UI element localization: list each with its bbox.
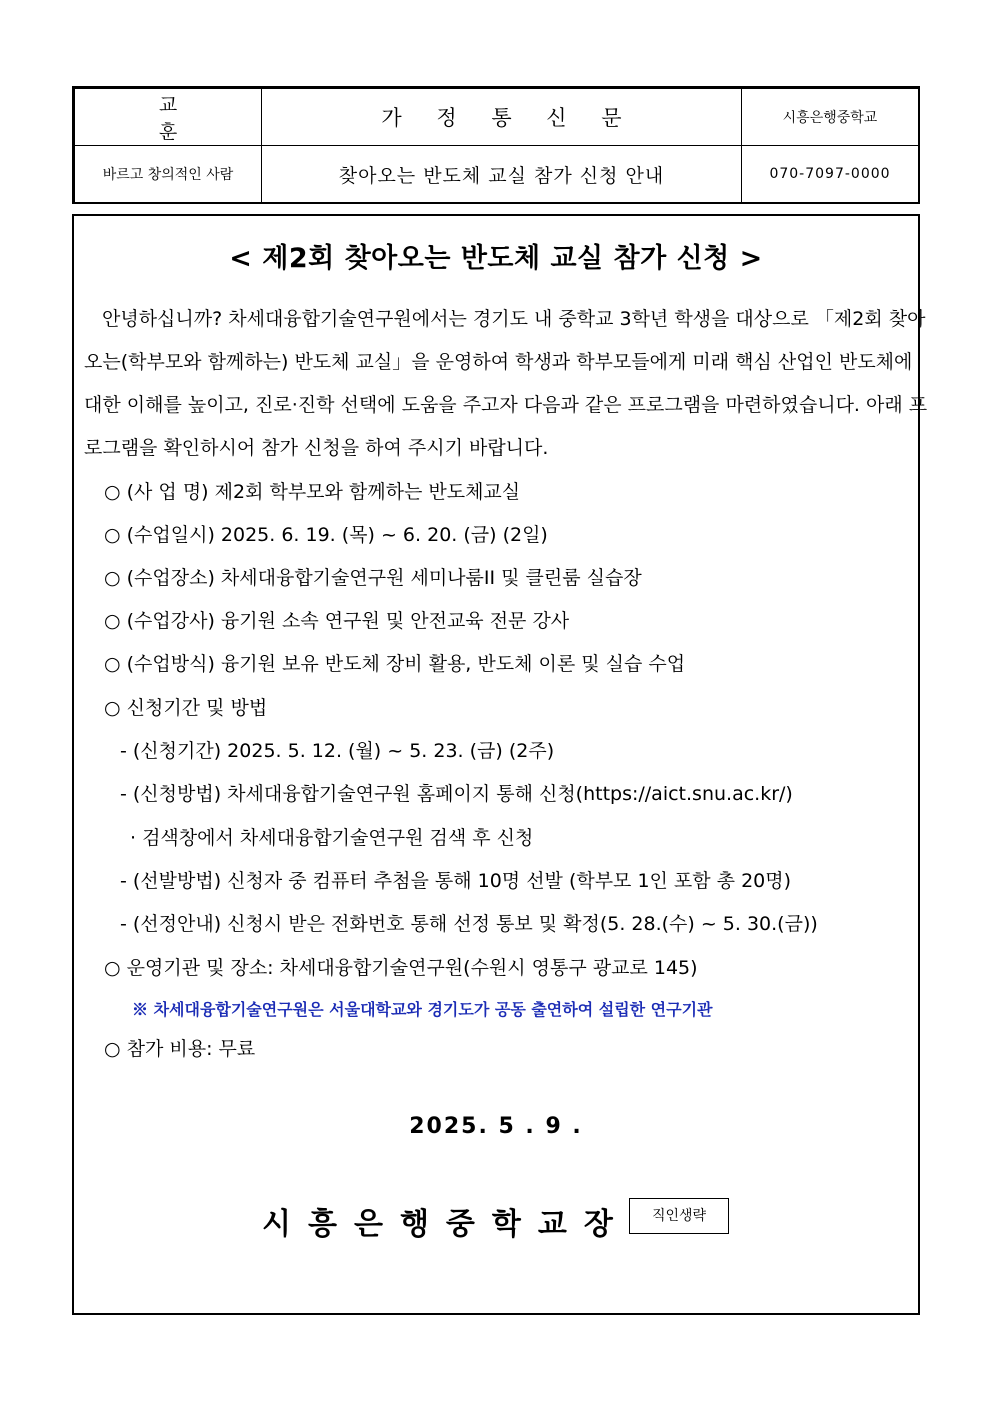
intro-line: 로그램을 확인하시어 참가 신청을 하여 주시기 바랍니다.	[84, 437, 549, 459]
document-subject: 찾아오는 반도체 교실 참가 신청 안내	[262, 146, 742, 203]
sub-list-item: - (선정안내) 신청시 받은 전화번호 통해 선정 통보 및 확정(5. 28.(수) ~ 5. 30.(금))	[120, 913, 818, 935]
letter-body	[72, 214, 928, 1315]
list-item: ○ (수업일시) 2025. 6. 19. (목) ~ 6. 20. (금) (2일)	[104, 524, 548, 546]
header-table	[72, 86, 920, 204]
fee-item: ○ 참가 비용: 무료	[104, 1038, 256, 1060]
school-name: 시흥은행중학교	[742, 89, 919, 146]
contact-phone: 070-7097-0000	[742, 146, 919, 203]
note-text: ※ 차세대융합기술연구원은 서울대학교와 경기도가 공동 출연하여 설립한 연구기관	[132, 1000, 713, 1019]
school-motto: 바르고 창의적인 사람	[75, 146, 262, 203]
intro-line: 오는(학부모와 함께하는) 반도체 교실」을 운영하여 학생과 학부모들에게 미래 핵심 산업인 반도체에	[84, 351, 913, 373]
principal-signature: 시흥은행중학교장	[262, 1207, 630, 1242]
venue-item: ○ 운영기관 및 장소: 차세대융합기술연구원(수원시 영통구 광교로 145)	[104, 957, 698, 979]
motto-label: 교 훈	[75, 89, 262, 146]
sub-list-item: - (선발방법) 신청자 중 컴퓨터 추첨을 통해 10명 선발 (학부모 1인 포함 총 20명)	[120, 870, 792, 892]
sub-list-item: - (신청기간) 2025. 5. 12. (월) ~ 5. 23. (금) (2주)	[120, 740, 555, 762]
list-item: ○ (수업강사) 융기원 소속 연구원 및 안전교육 전문 강사	[104, 610, 570, 632]
issue-date: 2025. 5 . 9 .	[409, 1114, 583, 1139]
page-title: < 제2회 찾아오는 반도체 교실 참가 신청 >	[229, 243, 763, 274]
list-item: ○ 신청기간 및 방법	[104, 697, 268, 719]
seal-omitted-box: 직인생략	[629, 1198, 729, 1234]
list-item: ○ (사 업 명) 제2회 학부모와 함께하는 반도체교실	[104, 481, 521, 503]
list-item: ○ (수업장소) 차세대융합기술연구원 세미나룸II 및 클린룸 실습장	[104, 567, 642, 589]
intro-line: 대한 이해를 높이고, 진로·진학 선택에 도움을 주고자 다음과 같은 프로그램을 마련하였습니다. 아래 프	[84, 394, 928, 416]
document-title: 가 정 통 신 문	[262, 89, 742, 146]
intro-paragraph	[84, 298, 928, 470]
list-item: ○ (수업방식) 융기원 보유 반도체 장비 활용, 반도체 이론 및 실습 수업	[104, 653, 686, 675]
intro-line: 안녕하십니까? 차세대융합기술연구원에서는 경기도 내 중학교 3학년 학생을 대상으로 「제2회 찾아	[102, 308, 926, 330]
sub-list-item: - (신청방법) 차세대융합기술연구원 홈페이지 통해 신청(https://aict.snu.ac.kr/)	[120, 783, 793, 805]
sub-list-item: · 검색창에서 차세대융합기술연구원 검색 후 신청	[130, 827, 534, 849]
